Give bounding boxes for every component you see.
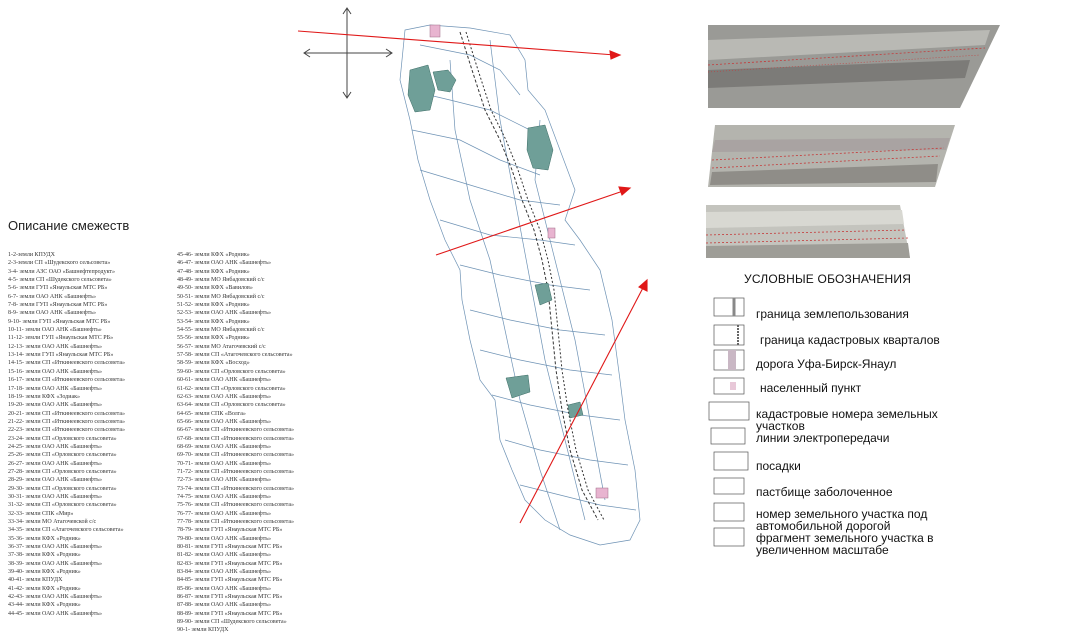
legend-label: линии электропередачи xyxy=(756,431,890,445)
adjacency-item: 43-44- земли КФХ «Родник» xyxy=(8,602,81,609)
adjacency-item: 86-87- земли ГУП «Янаульская МТС РБ» xyxy=(177,594,283,601)
adjacency-item: 57-58- земли СП «Атагочевского сельсовета» xyxy=(177,352,293,359)
adjacency-item: 72-73- земли ОАО АНК «Башнефть» xyxy=(177,477,272,484)
adjacency-item: 46-47- земли ОАО АНК «Башнефть» xyxy=(177,260,272,267)
adjacency-item: 39-40- земли КФХ «Родник» xyxy=(8,569,81,576)
legend-label: населенный пункт xyxy=(760,381,862,395)
territory-outline xyxy=(400,25,640,545)
adjacency-item: 16-17- земли СП «Иткинеевского сельсовета» xyxy=(8,377,125,384)
fragment-1 xyxy=(708,25,1000,108)
legend-label: граница кадастровых кварталов xyxy=(760,333,940,347)
adjacency-item: 67-68- земли СП «Иткинеевского сельсовета» xyxy=(177,435,294,442)
legend-label: кадастровые номера земельных участков xyxy=(756,407,938,433)
adjacency-item: 82-83- земли ГУП «Янаульская МТС РБ» xyxy=(177,560,283,567)
legend-title: УСЛОВНЫЕ ОБОЗНАЧЕНИЯ xyxy=(744,272,912,286)
adjacency-item: 18-19- земли КФХ «Зодиак» xyxy=(8,393,81,400)
adjacency-item: 89-90- земли СП «Шудекского сельсовета» xyxy=(177,619,287,626)
adjacency-item: 15-16- земли ОАО АНК «Башнефть» xyxy=(8,368,103,375)
adjacency-item: 54-55- земли МО Янбадовский с/с xyxy=(177,327,265,334)
adjacency-item: 21-22- земли СП «Иткинеевского сельсовета» xyxy=(8,418,125,425)
adjacency-item: 59-60- земли СП «Орловского сельсовета» xyxy=(177,368,286,375)
adjacency-item: 66-67- земли СП «Иткинеевского сельсовета» xyxy=(177,427,294,434)
adjacency-item: 22-23- земли СП «Иткинеевского сельсовета» xyxy=(8,427,125,434)
adjacency-item: 28-29- земли ОАО АНК «Башнефть» xyxy=(8,477,103,484)
adjacency-item: 6-7- земли ОАО АНК «Башнефть» xyxy=(8,293,97,300)
adjacency-item: 78-79- земли ГУП «Янаульская МТС РБ» xyxy=(177,527,283,534)
adjacency-item: 51-52- земли КФХ «Родник» xyxy=(177,302,250,309)
callout-arrows xyxy=(298,31,647,523)
adjacency-item: 55-56- земли КФХ «Родник» xyxy=(177,335,250,342)
adjacency-item: 27-28- земли СП «Орловского сельсовета» xyxy=(8,468,117,475)
adjacency-item: 25-26- земли СП «Орловского сельсовета» xyxy=(8,452,117,459)
adjacency-item: 60-61- земли ОАО АНК «Башнефть» xyxy=(177,377,272,384)
adjacency-item: 90-1- земли КПУДХ xyxy=(177,627,229,634)
adjacency-item: 29-30- земли СП «Орловского сельсовета» xyxy=(8,485,117,492)
adjacency-item: 19-20- земли ОАО АНК «Башнефть» xyxy=(8,402,103,409)
legend-label: дорога Уфа-Бирск-Янаул xyxy=(756,357,897,371)
legend-label: граница землепользования xyxy=(756,307,909,321)
adjacency-item: 4-5- земли СП «Шудекского сельсовета» xyxy=(8,277,112,284)
adjacency-item: 12-13- земли ОАО АНК «Башнефть» xyxy=(8,343,103,350)
adjacency-item: 40-41- земли КПУДХ xyxy=(8,577,63,584)
adjacency-item: 70-71- земли ОАО АНК «Башнефть» xyxy=(177,460,272,467)
adjacency-item: 68-69- земли ОАО АНК «Башнефть» xyxy=(177,443,272,450)
adjacency-item: 32-33- земли СПК «Мир» xyxy=(8,510,74,517)
adjacency-item: 30-31- земли ОАО АНК «Башнефть» xyxy=(8,493,103,500)
settlement-areas xyxy=(430,25,608,498)
adjacency-item: 26-27- земли ОАО АНК «Башнефть» xyxy=(8,460,103,467)
adjacency-item: 5-6- земли ГУП «Янаульская МТС РБ» xyxy=(8,285,108,292)
wetland-areas xyxy=(408,65,583,418)
adjacency-list-col1 xyxy=(8,251,125,618)
adjacency-item: 61-62- земли СП «Орловского сельсовета» xyxy=(177,385,286,392)
adjacency-item: 10-11- земли ОАО АНК «Башнефть» xyxy=(8,327,102,334)
adjacency-item: 13-14- земли ГУП «Янаульская МТС РБ» xyxy=(8,352,114,359)
adjacency-item: 76-77- земли ОАО АНК «Башнефть» xyxy=(177,510,272,517)
adjacency-item: 48-49- земли МО Янбадовский с/с xyxy=(177,277,265,284)
adjacency-item: 56-57- земли МО Атагочевский с/с xyxy=(177,343,266,350)
adjacency-item: 77-78- земли СП «Иткинеевского сельсовета» xyxy=(177,519,294,525)
adjacency-item: 45-46- земли КФХ «Родник» xyxy=(177,252,250,258)
adjacency-item: 88-89- земли ГУП «Янаульская МТС РБ» xyxy=(177,610,283,617)
adjacency-item: 58-59- земли КФХ «Восход» xyxy=(177,360,250,367)
legend-label: номер земельного участка под автомобильной дорогой xyxy=(756,507,928,533)
adjacency-item: 65-66- земли ОАО АНК «Башнефть» xyxy=(177,418,272,425)
adjacency-item: 34-35- земли СП «Атагочевского сельсовета» xyxy=(8,527,124,534)
adjacency-list-col2 xyxy=(177,251,294,635)
adjacency-item: 7-8- земли ГУП «Янаульская МТС РБ» xyxy=(8,302,108,309)
fragment-2 xyxy=(708,125,955,187)
adjacency-item: 2-3-земли СП «Шудекского сельсовета» xyxy=(8,260,111,267)
adjacency-item: 73-74- земли СП «Иткинеевского сельсовета» xyxy=(177,485,294,492)
legend-label: фрагмент земельного участка в увеличенном масштабе xyxy=(756,531,934,557)
adjacency-item: 47-48- земли КФХ «Родник» xyxy=(177,268,250,275)
adjacency-item: 37-38- земли КФХ «Родник» xyxy=(8,552,81,559)
adjacency-title: Описание смежеств xyxy=(8,218,130,233)
adjacency-item: 1-2-земли КПУДХ xyxy=(8,252,55,258)
adjacency-item: 49-50- земли КФХ «Вавилов» xyxy=(177,285,253,292)
adjacency-item: 85-86- земли ОАО АНК «Башнефть» xyxy=(177,585,272,592)
road-corridor xyxy=(460,32,604,520)
adjacency-item: 80-81- земли ГУП «Янаульская МТС РБ» xyxy=(177,544,283,551)
adjacency-item: 83-84- земли ОАО АНК «Башнефть» xyxy=(177,569,272,576)
adjacency-item: 42-43- земли ОАО АНК «Башнефть» xyxy=(8,594,103,601)
adjacency-item: 75-76- земли СП «Иткинеевского сельсовета» xyxy=(177,502,294,509)
adjacency-item: 84-85- земли ГУП «Янаульская МТС РБ» xyxy=(177,577,283,584)
adjacency-item: 8-9- земли ОАО АНК «Башнефть» xyxy=(8,310,97,317)
adjacency-item: 64-65- земли СПК «Волга» xyxy=(177,410,246,417)
adjacency-item: 35-36- земли КФХ «Родник» xyxy=(8,535,81,542)
adjacency-item: 14-15- земли СП «Иткинеевского сельсовета» xyxy=(8,360,125,367)
adjacency-item: 81-82- земли ОАО АНК «Башнефть» xyxy=(177,552,272,559)
adjacency-item: 9-10- земли ГУП «Янаульская МТС РБ» xyxy=(8,318,111,325)
adjacency-item: 74-75- земли ОАО АНК «Башнефть» xyxy=(177,493,272,500)
legend-label: пастбище заболоченное xyxy=(756,485,893,499)
adjacency-item: 31-32- земли СП «Орловского сельсовета» xyxy=(8,502,117,509)
adjacency-item: 38-39- земли ОАО АНК «Башнефть» xyxy=(8,560,103,567)
adjacency-item: 41-42- земли КФХ «Родник» xyxy=(8,585,81,592)
adjacency-item: 62-63- земли ОАО АНК «Башнефть» xyxy=(177,393,272,400)
legend-label: посадки xyxy=(756,459,801,473)
adjacency-item: 23-24- земли СП «Орловского сельсовета» xyxy=(8,435,117,442)
adjacency-item: 53-54- земли КФХ «Родник» xyxy=(177,318,250,325)
adjacency-item: 24-25- земли ОАО АНК «Башнефть» xyxy=(8,443,103,450)
adjacency-item: 71-72- земли СП «Иткинеевского сельсовета» xyxy=(177,468,294,475)
adjacency-item: 87-88- земли ОАО АНК «Башнефть» xyxy=(177,602,272,609)
adjacency-item: 63-64- земли СП «Орловского сельсовета» xyxy=(177,402,286,409)
adjacency-item: 36-37- земли ОАО АНК «Башнефть» xyxy=(8,544,103,551)
fragment-3 xyxy=(706,205,910,258)
compass-icon xyxy=(304,8,392,98)
adjacency-item: 52-53- земли ОАО АНК «Башнефть» xyxy=(177,310,272,317)
adjacency-item: 44-45- земли ОАО АНК «Башнефть» xyxy=(8,610,103,617)
adjacency-item: 50-51- земли МО Янбадовский с/с xyxy=(177,293,265,300)
legend-swatches xyxy=(709,298,749,546)
adjacency-item: 69-70- земли СП «Иткинеевского сельсовета» xyxy=(177,452,294,459)
adjacency-item: 3-4- земли АЗС ОАО «Башнефтепродукт» xyxy=(8,268,116,275)
adjacency-item: 33-34- земли МО Атагочевской с/с xyxy=(8,519,97,525)
adjacency-item: 11-12- земли ГУП «Янаульская МТС РБ» xyxy=(8,335,114,342)
adjacency-item: 20-21- земли СП «Иткинеевского сельсовета» xyxy=(8,410,125,417)
adjacency-item: 79-80- земли ОАО АНК «Башнефть» xyxy=(177,535,272,542)
adjacency-item: 17-18- земли ОАО АНК «Башнефть» xyxy=(8,385,103,392)
